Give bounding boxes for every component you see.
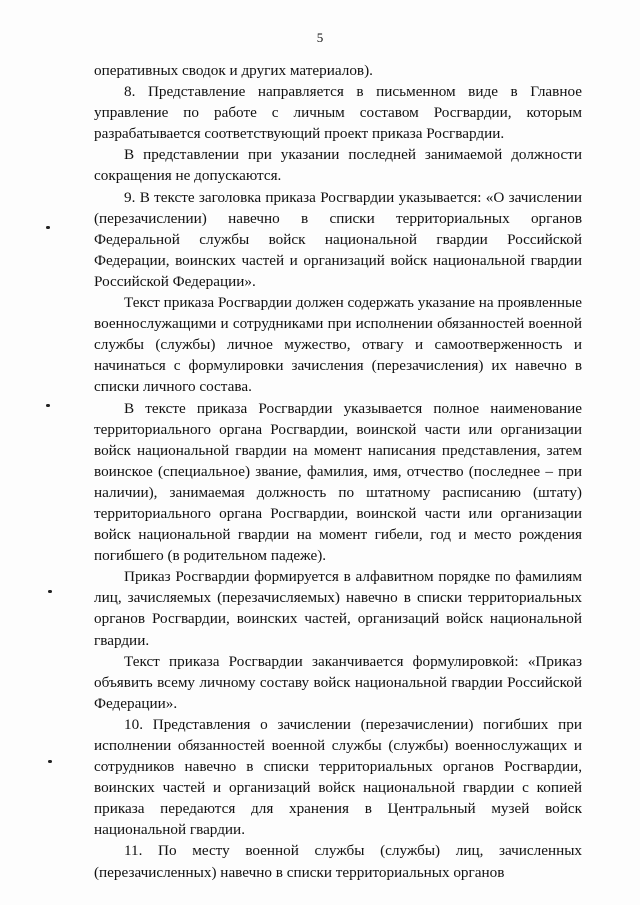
scan-mark — [48, 760, 52, 763]
paragraph: 11. По месту военной службы (службы) лиц, зачисленных (перезачисленных) навечно в списки территориальных органов — [94, 842, 582, 881]
paragraph: оперативных сводок и других материалов). — [94, 62, 373, 79]
page-number: 5 — [316, 30, 324, 45]
scan-mark — [48, 590, 52, 593]
scan-mark — [46, 404, 50, 407]
paragraph: 10. Представления о зачислении (перезачислении) погибших при исполнении обязанностей военной службы (службы) военнослужащих и сотрудников навечно в списки территориальных органов Росгвардии, воинских частей и организаций войск национальной гвардии с копией приказа передаются для хранения в Центральный музей войск национальной гвардии. — [94, 715, 582, 839]
paragraph: Текст приказа Росгвардии должен содержать указание на проявленные военнослужащими и сотрудниками при исполнении обязанностей военной службы (службы) личное мужество, отвагу и самоотверженность и начинаться с формулировки зачисления (перезачисления) их навечно в списки личного состава. — [94, 294, 582, 396]
paragraph: Приказ Росгвардии формируется в алфавитном порядке по фамилиям лиц, зачисляемых (перезачисляемых) навечно в списки территориальных органов Росгвардии, воинских частей, организаций войск национальной гвардии. — [94, 568, 582, 649]
paragraph: В тексте приказа Росгвардии указывается полное наименование территориального органа Росгвардии, воинской части или организации войск национальной гвардии на момент написания представления, затем воинское (специальное) звание, фамилия, имя, отчество (последнее – при наличии), занимаемая должность по штатному расписанию (штату) территориального органа Росгвардии, воинской части или организации войск национальной гвардии на момент гибели, год и место рождения погибшего (в родительном падеже). — [94, 399, 582, 565]
paragraph: Текст приказа Росгвардии заканчивается формулировкой: «Приказ объявить всему личному составу войск национальной гвардии Российской Федерации». — [94, 652, 582, 712]
paragraph: 9. В тексте заголовка приказа Росгвардии указывается: «О зачислении (перезачислении) навечно в списки территориальных органов Федеральной службы войск национальной гвардии Российской Федерации, воинских частей и организаций войск национальной гвардии Российской Федерации». — [94, 188, 582, 290]
body-text — [94, 60, 582, 883]
paragraph: В представлении при указании последней занимаемой должности сокращения не допускаются. — [94, 146, 582, 185]
scan-mark — [46, 226, 50, 229]
paragraph: 8. Представление направляется в письменном виде в Главное управление по работе с личным составом Росгвардии, которым разрабатывается соответствующий проект приказа Росгвардии. — [94, 83, 582, 143]
